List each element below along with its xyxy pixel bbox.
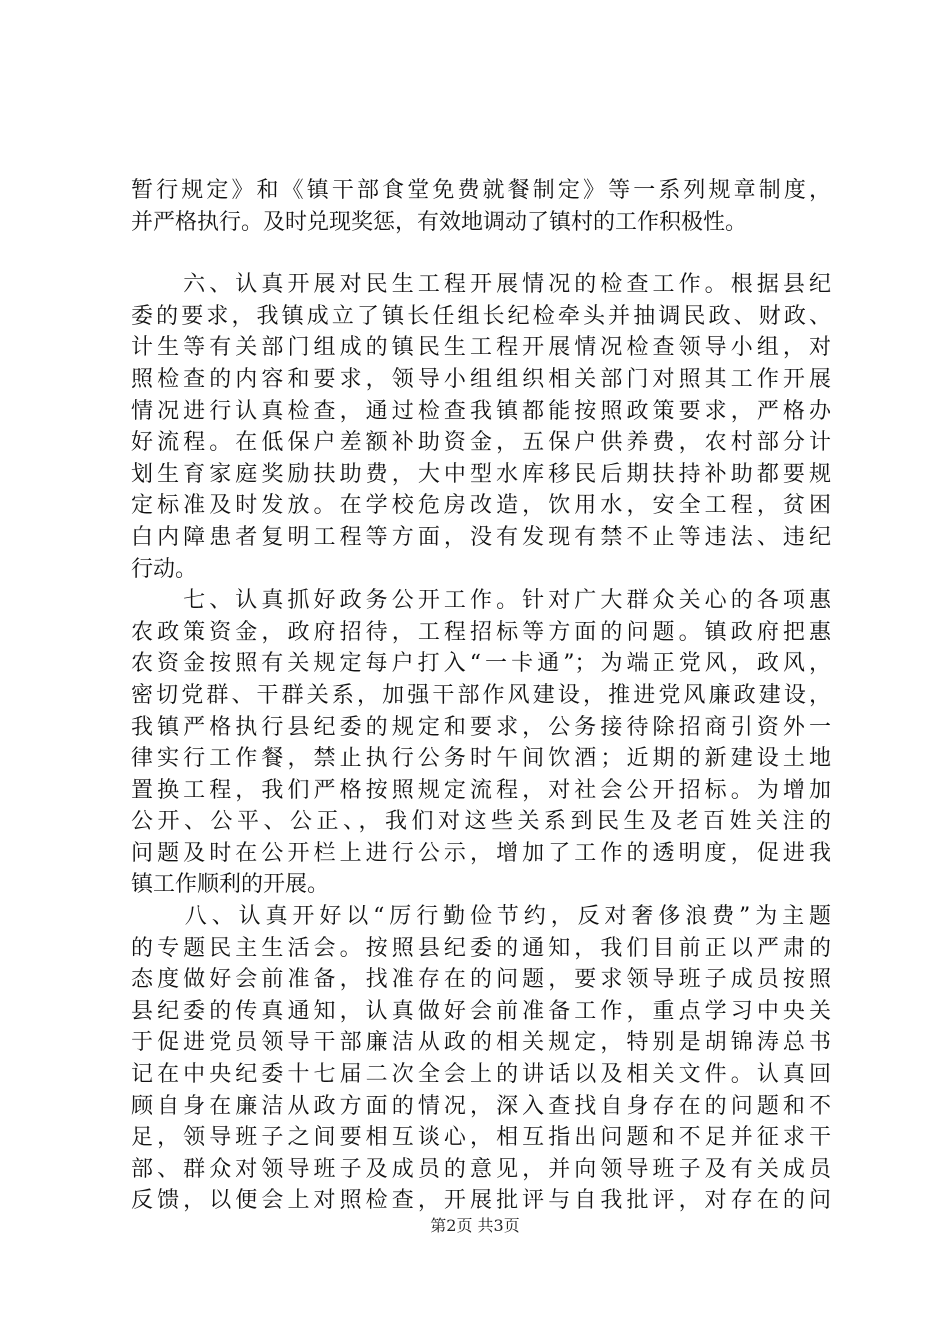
text-line: 镇工作顺利的开展。 bbox=[131, 872, 330, 898]
text-line: 态度做好会前准备，找准存在的问题，要求领导班子成员按照 bbox=[131, 967, 831, 993]
paragraph-gap bbox=[131, 238, 831, 269]
text-line: 置换工程，我们严格按照规定流程，对社会公开招标。为增加 bbox=[131, 777, 831, 803]
text-line: 行动。 bbox=[131, 556, 198, 582]
text-line: 公开、公平、公正、，我们对这些关系到民生及老百姓关注的 bbox=[131, 809, 831, 835]
text-line: 七、认真抓好政务公开工作。针对广大群众关心的各项惠 bbox=[131, 588, 831, 614]
document-body bbox=[131, 175, 831, 1217]
text-line: 问题及时在公开栏上进行公示，增加了工作的透明度，促进我 bbox=[131, 840, 831, 866]
text-line: 情况进行认真检查，通过检查我镇都能按照政策要求，严格办 bbox=[131, 398, 831, 424]
text-line: 划生育家庭奖励扶助费，大中型水库移民后期扶持补助都要规 bbox=[131, 461, 831, 487]
text-line: 部、群众对领导班子及成员的意见，并向领导班子及有关成员 bbox=[131, 1156, 831, 1182]
text-line: 暂行规定》和《镇干部食堂免费就餐制定》等一系列规章制度， bbox=[131, 178, 831, 203]
text-line: 计生等有关部门组成的镇民生工程开展情况检查领导小组，对 bbox=[131, 335, 831, 361]
text-line: 记在中央纪委十七届二次全会上的讲话以及相关文件。认真回 bbox=[131, 1062, 831, 1088]
text-line: 照检查的内容和要求，领导小组组织相关部门对照其工作开展 bbox=[131, 366, 831, 392]
text-line: 定标准及时发放。在学校危房改造，饮用水，安全工程，贫困 bbox=[131, 493, 831, 519]
text-line: 我镇严格执行县纪委的规定和要求，公务接待除招商引资外一 bbox=[131, 714, 831, 740]
text-line: 农政策资金，政府招待，工程招标等方面的问题。镇政府把惠 bbox=[131, 619, 831, 645]
text-line: 农资金按照有关规定每户打入“一卡通”；为端正党风，政风， bbox=[131, 651, 831, 677]
text-line: 委的要求，我镇成立了镇长任组长纪检牵头并抽调民政、财政、 bbox=[131, 303, 831, 329]
text-line: 于促进党员领导干部廉洁从政的相关规定，特别是胡锦涛总书 bbox=[131, 1030, 831, 1056]
text-line: 并严格执行。及时兑现奖惩，有效地调动了镇村的工作积极性。 bbox=[131, 209, 748, 235]
text-line: 好流程。在低保户差额补助资金，五保户供养费，农村部分计 bbox=[131, 430, 831, 456]
text-line: 县纪委的传真通知，认真做好会前准备工作，重点学习中央关 bbox=[131, 998, 831, 1024]
text-line: 顾自身在廉洁从政方面的情况，深入查找自身存在的问题和不 bbox=[131, 1093, 831, 1119]
text-line: 八、认真开好以“厉行勤俭节约，反对奢侈浪费”为主题 bbox=[131, 904, 831, 930]
text-line: 律实行工作餐，禁止执行公务时午间饮酒；近期的新建设土地 bbox=[131, 746, 831, 772]
text-line: 反馈，以便会上对照检查，开展批评与自我批评，对存在的问 bbox=[131, 1188, 831, 1214]
text-line: 足，领导班子之间要相互谈心，相互指出问题和不足并征求干 bbox=[131, 1125, 831, 1151]
text-line: 的专题民主生活会。按照县纪委的通知，我们目前正以严肃的 bbox=[131, 935, 831, 961]
text-line: 白内障患者复明工程等方面，没有发现有禁不止等违法、违纪 bbox=[131, 524, 831, 550]
page-footer: 第2页 共3页 bbox=[430, 1216, 520, 1235]
text-line: 密切党群、干群关系，加强干部作风建设，推进党风廉政建设， bbox=[131, 682, 831, 708]
text-line: 六、认真开展对民生工程开展情况的检查工作。根据县纪 bbox=[131, 272, 831, 298]
